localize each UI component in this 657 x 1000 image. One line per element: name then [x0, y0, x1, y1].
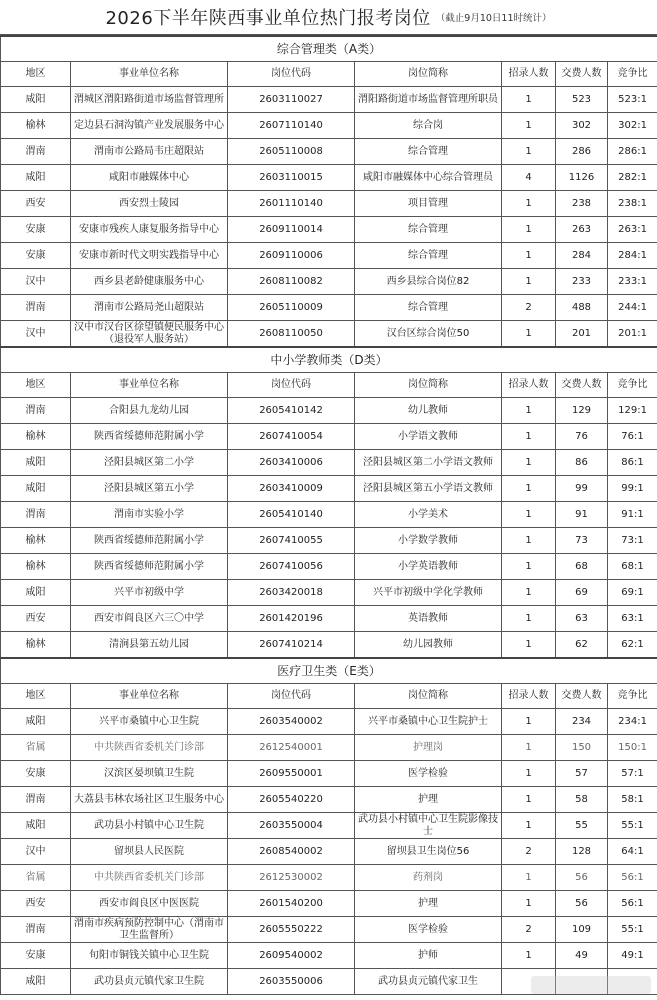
column-header: 地区	[1, 62, 71, 87]
table-cell: 1	[502, 735, 556, 761]
table-cell: 2612540001	[228, 735, 355, 761]
table-cell: 中共陕西省委机关门诊部	[71, 865, 228, 891]
table-cell: 1	[502, 424, 556, 450]
table-cell: 201	[556, 321, 608, 348]
table-cell: 榆林	[1, 632, 71, 659]
table-cell: 药剂岗	[355, 865, 502, 891]
table-row	[1, 424, 657, 450]
table-row	[1, 321, 657, 348]
table-cell: 1	[502, 217, 556, 243]
table-cell: 渭南	[1, 502, 71, 528]
table-cell: 咸阳	[1, 450, 71, 476]
table-cell: 234	[556, 709, 608, 735]
table-cell: 留坝县人民医院	[71, 839, 228, 865]
table-row	[1, 735, 657, 761]
table-cell: 渭南市疾病预防控制中心（渭南市卫生监督所）	[71, 917, 228, 943]
table-cell: 咸阳	[1, 969, 71, 995]
table-cell: 2601420196	[228, 606, 355, 632]
table-cell: 302	[556, 113, 608, 139]
table-cell: 2612530002	[228, 865, 355, 891]
table-cell: 233:1	[608, 269, 657, 295]
table-row	[1, 528, 657, 554]
table-row	[1, 113, 657, 139]
table-cell: 中共陕西省委机关门诊部	[71, 735, 228, 761]
table-row	[1, 943, 657, 969]
table-cell: 渭南	[1, 139, 71, 165]
title-note: （截止9月10日11时统计）	[435, 13, 552, 24]
table-cell: 69	[556, 580, 608, 606]
column-header: 招录人数	[502, 684, 556, 709]
section-header	[1, 36, 657, 62]
table-cell: 1	[502, 398, 556, 424]
column-header: 竞争比	[608, 62, 657, 87]
table-row	[1, 813, 657, 839]
table-cell: 陕西省绥德师范附属小学	[71, 424, 228, 450]
table-cell: 68:1	[608, 554, 657, 580]
table-cell: 护理岗	[355, 735, 502, 761]
table-cell: 2	[502, 295, 556, 321]
table-cell: 渭南	[1, 787, 71, 813]
table-row	[1, 295, 657, 321]
table-cell: 49:1	[608, 943, 657, 969]
table-cell: 64:1	[608, 839, 657, 865]
table-cell: 56:1	[608, 891, 657, 917]
table-cell: 西安烈士陵园	[71, 191, 228, 217]
watermark	[531, 976, 651, 994]
column-header: 竞争比	[608, 373, 657, 398]
table-cell: 2603110015	[228, 165, 355, 191]
table-row	[1, 191, 657, 217]
column-header: 交费人数	[556, 62, 608, 87]
column-header: 岗位简称	[355, 684, 502, 709]
table-cell: 幼儿教师	[355, 398, 502, 424]
table-row	[1, 709, 657, 735]
table-cell: 150	[556, 735, 608, 761]
table-cell: 汉中市汉台区徐望镇便民服务中心（退役军人服务站）	[71, 321, 228, 348]
table-cell: 汉滨区晏坝镇卫生院	[71, 761, 228, 787]
table-cell: 4	[502, 165, 556, 191]
table-cell: 62:1	[608, 632, 657, 659]
section-title: 医疗卫生类（E类）	[1, 658, 657, 684]
table-cell: 2607110140	[228, 113, 355, 139]
table-cell: 1126	[556, 165, 608, 191]
table-cell: 留坝县卫生岗位56	[355, 839, 502, 865]
table-row	[1, 450, 657, 476]
table-cell: 86	[556, 450, 608, 476]
table-cell: 咸阳	[1, 580, 71, 606]
table-cell: 1	[502, 528, 556, 554]
table-cell: 1	[502, 191, 556, 217]
table-cell: 1	[502, 943, 556, 969]
table-cell: 陕西省绥德师范附属小学	[71, 528, 228, 554]
table-cell: 2603540002	[228, 709, 355, 735]
table-cell: 咸阳市融媒体中心	[71, 165, 228, 191]
table-cell: 省属	[1, 865, 71, 891]
table-cell: 渭南市公路局尧山超限站	[71, 295, 228, 321]
table-cell: 2607410056	[228, 554, 355, 580]
table-cell: 2607410055	[228, 528, 355, 554]
table-cell: 55	[556, 813, 608, 839]
table-cell: 英语教师	[355, 606, 502, 632]
column-header: 招录人数	[502, 62, 556, 87]
table-cell: 渭阳路街道市场监督管理所职员	[355, 87, 502, 113]
column-header: 事业单位名称	[71, 373, 228, 398]
table-cell: 284	[556, 243, 608, 269]
column-header: 交费人数	[556, 684, 608, 709]
table-cell: 57	[556, 761, 608, 787]
column-header-row	[1, 684, 657, 709]
table-cell: 综合岗	[355, 113, 502, 139]
table-cell: 渭城区渭阳路街道市场监督管理所	[71, 87, 228, 113]
table-cell: 2608540002	[228, 839, 355, 865]
section-header	[1, 347, 657, 373]
table-cell: 榆林	[1, 528, 71, 554]
table-cell: 综合管理	[355, 217, 502, 243]
table-cell: 安康	[1, 943, 71, 969]
table-cell: 榆林	[1, 424, 71, 450]
title-bar	[0, 0, 657, 35]
table-cell: 2603110027	[228, 87, 355, 113]
table-cell: 1	[502, 87, 556, 113]
column-header: 岗位简称	[355, 62, 502, 87]
table-cell: 263	[556, 217, 608, 243]
table-cell: 1	[502, 139, 556, 165]
table-cell: 128	[556, 839, 608, 865]
table-row	[1, 839, 657, 865]
table-cell: 省属	[1, 735, 71, 761]
page-title: 2026下半年陕西事业单位热门报考岗位	[105, 8, 431, 29]
section-title: 中小学教师类（D类）	[1, 347, 657, 373]
table-cell: 渭南	[1, 398, 71, 424]
table-cell: 2605110009	[228, 295, 355, 321]
column-header: 岗位代码	[228, 684, 355, 709]
table-row	[1, 87, 657, 113]
table-cell: 泾阳县城区第二小学语文教师	[355, 450, 502, 476]
section-title: 综合管理类（A类）	[1, 36, 657, 62]
table-cell: 2605110008	[228, 139, 355, 165]
table-cell: 1	[502, 476, 556, 502]
table-cell: 渭南市公路局韦庄超限站	[71, 139, 228, 165]
table-cell: 302:1	[608, 113, 657, 139]
table-cell: 综合管理	[355, 139, 502, 165]
table-cell: 护理	[355, 891, 502, 917]
table-cell: 63	[556, 606, 608, 632]
table-cell: 2607410214	[228, 632, 355, 659]
table-cell: 76:1	[608, 424, 657, 450]
section-header	[1, 658, 657, 684]
table-cell: 安康	[1, 217, 71, 243]
column-header: 招录人数	[502, 373, 556, 398]
table-cell: 1	[502, 321, 556, 348]
table-cell: 1	[502, 580, 556, 606]
table-row	[1, 165, 657, 191]
table-cell: 西安市阎良区中医医院	[71, 891, 228, 917]
column-header: 地区	[1, 684, 71, 709]
table-cell: 1	[502, 709, 556, 735]
column-header: 交费人数	[556, 373, 608, 398]
table-cell: 129:1	[608, 398, 657, 424]
table-cell: 2	[502, 839, 556, 865]
table-cell: 清涧县第五幼儿园	[71, 632, 228, 659]
table-cell: 安康	[1, 243, 71, 269]
column-header: 岗位代码	[228, 373, 355, 398]
table-cell: 2	[502, 917, 556, 943]
table-cell: 49	[556, 943, 608, 969]
table-cell: 56	[556, 891, 608, 917]
table-row	[1, 580, 657, 606]
table-cell: 西安	[1, 606, 71, 632]
table-cell: 55:1	[608, 813, 657, 839]
table-cell: 1	[502, 865, 556, 891]
table-cell: 233	[556, 269, 608, 295]
table-cell: 安康市残疾人康复服务指导中心	[71, 217, 228, 243]
table-cell: 医学检验	[355, 761, 502, 787]
table-cell: 58	[556, 787, 608, 813]
table-cell: 55:1	[608, 917, 657, 943]
table-cell: 渭南	[1, 917, 71, 943]
table-cell: 244:1	[608, 295, 657, 321]
table-cell: 91	[556, 502, 608, 528]
table-cell: 1	[502, 632, 556, 659]
table-cell: 西乡县老龄健康服务中心	[71, 269, 228, 295]
table-cell: 武功县贞元镇代家卫生院	[71, 969, 228, 995]
table-row	[1, 269, 657, 295]
table-cell: 2605410140	[228, 502, 355, 528]
table-cell: 武功县小村镇中心卫生院	[71, 813, 228, 839]
table-row	[1, 891, 657, 917]
table-cell: 2605550222	[228, 917, 355, 943]
table-cell: 小学英语教师	[355, 554, 502, 580]
table-cell: 1	[502, 891, 556, 917]
table-cell: 57:1	[608, 761, 657, 787]
table-cell: 2601110140	[228, 191, 355, 217]
table-cell: 旬阳市铜钱关镇中心卫生院	[71, 943, 228, 969]
table-row	[1, 476, 657, 502]
table-cell: 泾阳县城区第五小学	[71, 476, 228, 502]
table-cell: 523	[556, 87, 608, 113]
table-body	[1, 36, 657, 995]
positions-table	[0, 35, 657, 995]
table-cell: 56:1	[608, 865, 657, 891]
table-cell: 238:1	[608, 191, 657, 217]
table-cell: 2601540200	[228, 891, 355, 917]
table-cell: 2603550004	[228, 813, 355, 839]
table-cell: 西安	[1, 891, 71, 917]
table-cell: 2609110014	[228, 217, 355, 243]
column-header: 竞争比	[608, 684, 657, 709]
table-cell: 安康市新时代文明实践指导中心	[71, 243, 228, 269]
table-cell: 1	[502, 554, 556, 580]
table-cell: 62	[556, 632, 608, 659]
table-row	[1, 865, 657, 891]
table-cell: 1	[502, 113, 556, 139]
table-cell: 咸阳	[1, 87, 71, 113]
table-cell: 2609540002	[228, 943, 355, 969]
table-cell: 小学美术	[355, 502, 502, 528]
table-cell: 2609110006	[228, 243, 355, 269]
table-cell: 234:1	[608, 709, 657, 735]
table-cell: 渭南	[1, 295, 71, 321]
table-cell: 汉台区综合岗位50	[355, 321, 502, 348]
table-cell: 1	[502, 502, 556, 528]
table-row	[1, 139, 657, 165]
column-header: 事业单位名称	[71, 684, 228, 709]
table-cell: 263:1	[608, 217, 657, 243]
table-cell: 综合管理	[355, 243, 502, 269]
table-cell: 286	[556, 139, 608, 165]
table-cell: 2603410006	[228, 450, 355, 476]
table-cell: 2605410142	[228, 398, 355, 424]
table-cell: 1	[502, 761, 556, 787]
table-cell: 小学语文教师	[355, 424, 502, 450]
table-cell: 合阳县九龙幼儿园	[71, 398, 228, 424]
table-cell: 护理	[355, 787, 502, 813]
table-cell: 76	[556, 424, 608, 450]
table-cell: 护师	[355, 943, 502, 969]
table-cell: 咸阳	[1, 813, 71, 839]
column-header: 岗位简称	[355, 373, 502, 398]
table-cell: 2605540220	[228, 787, 355, 813]
table-row	[1, 761, 657, 787]
table-cell: 1	[502, 243, 556, 269]
table-cell: 医学检验	[355, 917, 502, 943]
table-cell: 91:1	[608, 502, 657, 528]
table-cell: 73	[556, 528, 608, 554]
column-header: 事业单位名称	[71, 62, 228, 87]
table-cell: 项目管理	[355, 191, 502, 217]
table-cell: 汉中	[1, 839, 71, 865]
table-cell: 定边县石洞沟镇产业发展服务中心	[71, 113, 228, 139]
table-row	[1, 502, 657, 528]
table-cell: 西乡县综合岗位82	[355, 269, 502, 295]
table-cell: 2603550006	[228, 969, 355, 995]
table-cell: 201:1	[608, 321, 657, 348]
table-cell: 兴平市初级中学	[71, 580, 228, 606]
table-cell: 兴平市初级中学化学教师	[355, 580, 502, 606]
table-cell: 1	[502, 813, 556, 839]
table-cell: 488	[556, 295, 608, 321]
table-cell: 兴平市桑镇中心卫生院护士	[355, 709, 502, 735]
column-header: 岗位代码	[228, 62, 355, 87]
table-cell: 汉中	[1, 269, 71, 295]
table-cell: 238	[556, 191, 608, 217]
table-row	[1, 243, 657, 269]
table-cell: 284:1	[608, 243, 657, 269]
table-row	[1, 398, 657, 424]
table-cell: 63:1	[608, 606, 657, 632]
table-cell: 2603420018	[228, 580, 355, 606]
table-cell: 99	[556, 476, 608, 502]
table-cell: 2603410009	[228, 476, 355, 502]
table-cell: 282:1	[608, 165, 657, 191]
table-cell: 69:1	[608, 580, 657, 606]
table-cell: 1	[502, 269, 556, 295]
table-cell: 1	[502, 606, 556, 632]
table-cell: 129	[556, 398, 608, 424]
table-cell: 安康	[1, 761, 71, 787]
table-cell: 99:1	[608, 476, 657, 502]
table-cell: 2608110082	[228, 269, 355, 295]
table-cell: 综合管理	[355, 295, 502, 321]
table-cell: 150:1	[608, 735, 657, 761]
table-cell: 86:1	[608, 450, 657, 476]
table-cell: 68	[556, 554, 608, 580]
table-row	[1, 632, 657, 659]
table-cell: 2608110050	[228, 321, 355, 348]
table-cell: 兴平市桑镇中心卫生院	[71, 709, 228, 735]
table-cell: 陕西省绥德师范附属小学	[71, 554, 228, 580]
column-header: 地区	[1, 373, 71, 398]
table-cell: 73:1	[608, 528, 657, 554]
table-cell: 榆林	[1, 113, 71, 139]
table-cell: 1	[502, 787, 556, 813]
table-row	[1, 217, 657, 243]
table-cell: 咸阳	[1, 165, 71, 191]
table-cell: 武功县贞元镇代家卫生	[355, 969, 502, 995]
table-row	[1, 917, 657, 943]
table-cell: 泾阳县城区第五小学语文教师	[355, 476, 502, 502]
column-header-row	[1, 62, 657, 87]
table-cell: 西安	[1, 191, 71, 217]
table-cell: 咸阳	[1, 709, 71, 735]
table-cell: 58:1	[608, 787, 657, 813]
table-cell: 109	[556, 917, 608, 943]
table-row	[1, 554, 657, 580]
table-cell: 286:1	[608, 139, 657, 165]
table-cell: 2609550001	[228, 761, 355, 787]
column-header-row	[1, 373, 657, 398]
table-cell: 榆林	[1, 554, 71, 580]
table-cell: 西安市阎良区六三〇中学	[71, 606, 228, 632]
table-cell: 渭南市实验小学	[71, 502, 228, 528]
table-cell: 1	[502, 450, 556, 476]
table-cell: 523:1	[608, 87, 657, 113]
table-cell: 汉中	[1, 321, 71, 348]
table-cell: 大荔县韦林农场社区卫生服务中心	[71, 787, 228, 813]
table-cell: 咸阳市融媒体中心综合管理员	[355, 165, 502, 191]
table-cell: 小学数学教师	[355, 528, 502, 554]
table-cell: 泾阳县城区第二小学	[71, 450, 228, 476]
table-cell: 2607410054	[228, 424, 355, 450]
table-row	[1, 606, 657, 632]
table-cell: 咸阳	[1, 476, 71, 502]
table-cell: 56	[556, 865, 608, 891]
table-cell: 武功县小村镇中心卫生院影像技士	[355, 813, 502, 839]
table-row	[1, 787, 657, 813]
table-cell: 幼儿园教师	[355, 632, 502, 659]
